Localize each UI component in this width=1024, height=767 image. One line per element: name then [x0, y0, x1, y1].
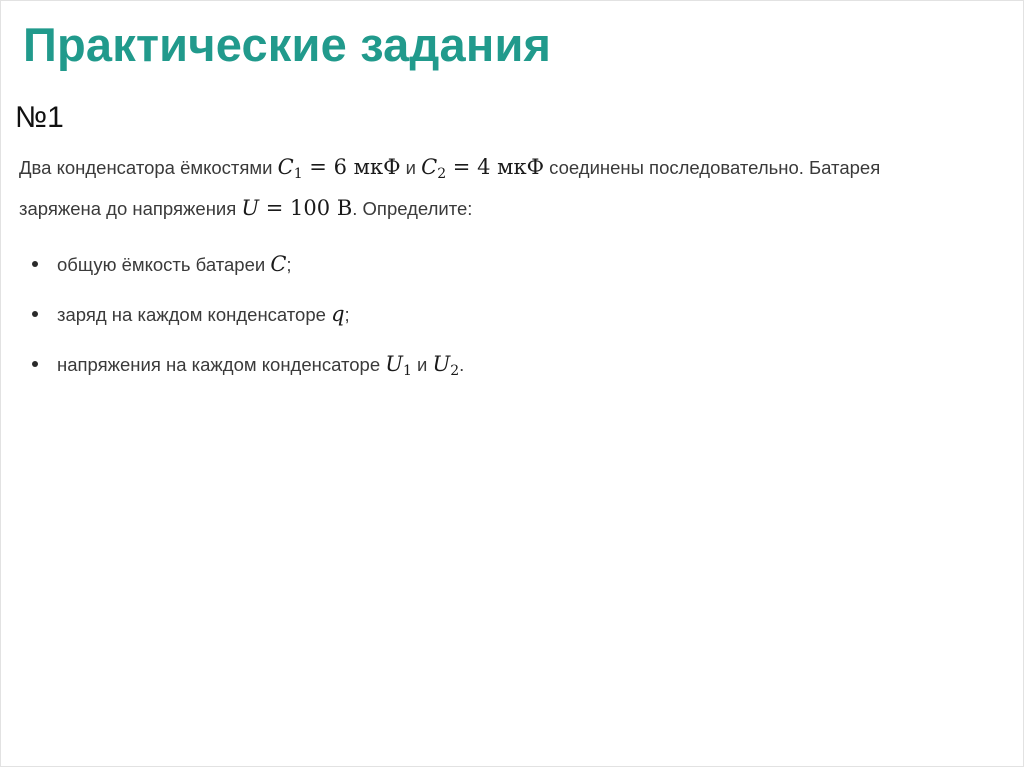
problem-statement	[19, 147, 1017, 229]
formula-c: C	[270, 252, 287, 276]
statement-text-2: и	[400, 157, 422, 178]
statement-text-5: . Определите:	[352, 198, 473, 219]
formula-u2: $U_2$	[432, 352, 460, 379]
formula-c1: $C_1 = 6$ мкФ	[277, 155, 401, 182]
formula-u: U = 100 В	[241, 196, 353, 220]
bullet-icon	[32, 361, 38, 367]
question-list	[31, 244, 464, 394]
formula-u1: $U_1$	[385, 352, 412, 379]
list-item: напряжения на каждом конденсаторе $U_1$ и $U_2$.	[31, 344, 464, 394]
statement-text-4: заряжена до напряжения	[19, 198, 242, 219]
list-item: общую ёмкость батареи C;	[31, 244, 464, 294]
statement-line-2	[19, 188, 1017, 229]
slide-title: Практические задания	[23, 18, 552, 71]
bullet-icon	[32, 311, 38, 317]
statement-text-3: соединены последовательно. Батарея	[544, 157, 881, 178]
statement-text-1: Два конденсатора ёмкостями	[19, 157, 278, 178]
formula-q: q	[331, 302, 345, 326]
formula-c2: $C_2 = 4$ мкФ	[421, 155, 544, 182]
bullet-icon	[32, 261, 38, 267]
task-number: №1	[15, 101, 64, 134]
statement-line-1	[19, 147, 1017, 188]
list-item: заряд на каждом конденсаторе q;	[31, 294, 464, 344]
